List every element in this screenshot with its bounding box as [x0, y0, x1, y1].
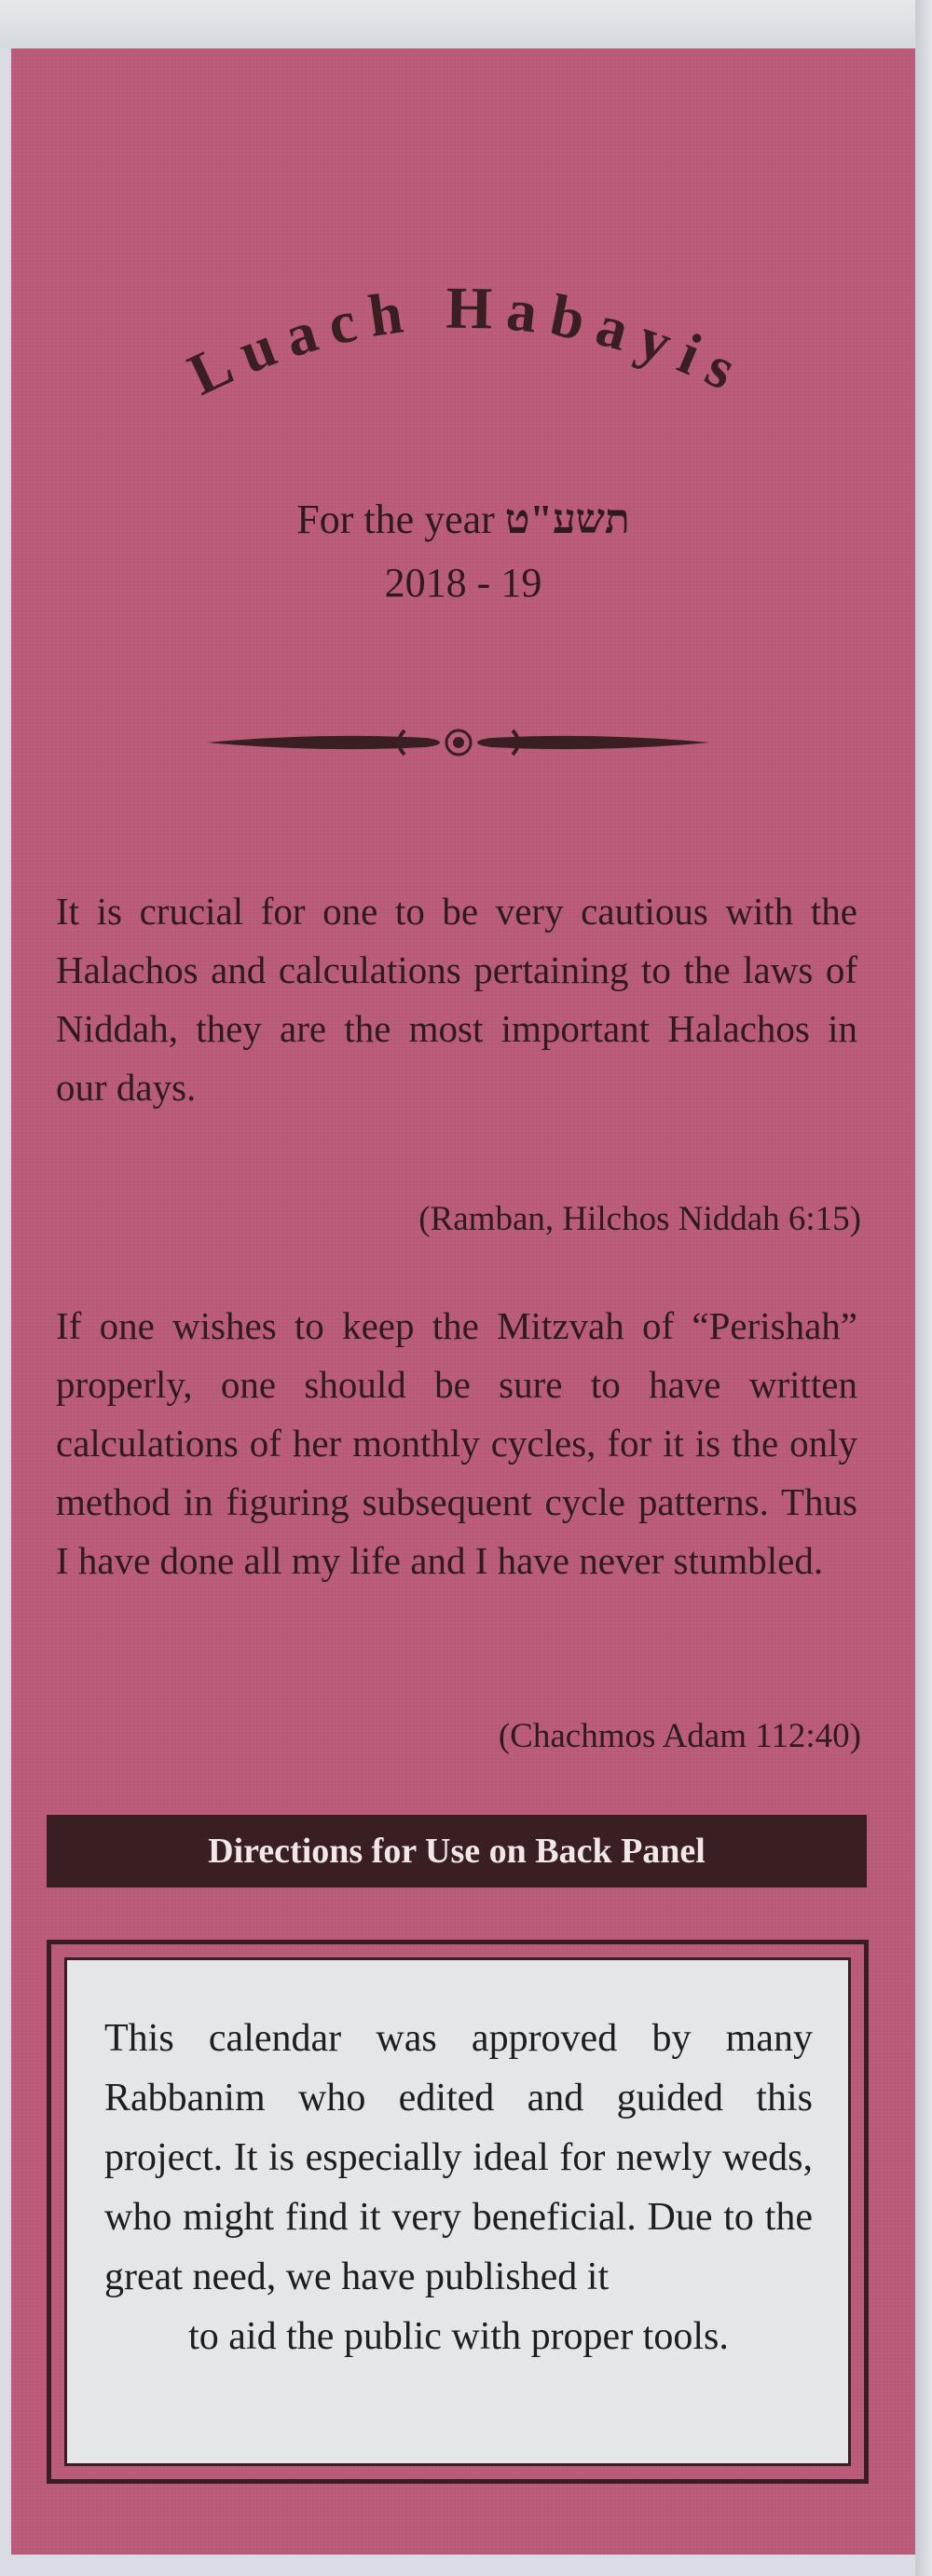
calendar-card	[11, 48, 915, 2555]
approval-box-inner	[64, 1957, 851, 2466]
title-arc	[104, 263, 831, 449]
gregorian-years: 2018 - 19	[384, 560, 542, 606]
approval-box	[47, 1940, 869, 2484]
citation-chachmos-adam: (Chachmos Adam 112:40)	[498, 1717, 861, 1755]
page-title: Luach Habayis	[178, 274, 758, 408]
year-line	[11, 496, 915, 543]
background-right	[915, 0, 932, 2576]
background-top	[0, 0, 932, 48]
approval-last-line: to aid the public with proper tools.	[188, 2315, 729, 2358]
quote-chachmos-adam: If one wishes to keep the Mitzvah of “Perishah” properly, one should be sure to have written calculations of her monthly cycles, for it is the only method in figuring subsequent cycle patterns. Thus I have done all my life and I have never stumbled.	[56, 1304, 857, 1582]
year-label: For the year	[296, 497, 495, 542]
directions-banner: Directions for Use on Back Panel	[47, 1815, 867, 1888]
hebrew-year: תשע"ט	[504, 497, 630, 542]
ornament-divider	[207, 719, 710, 766]
quote-ramban: It is crucial for one to be very cautious with the Halachos and calculations pertaining to the laws of Niddah, they are the most important Halachos in our days.	[56, 890, 857, 1109]
approval-text	[104, 2009, 813, 2366]
approval-body: This calendar was approved by many Rabbanim who edited and guided this project. It is especially ideal for newly weds, who might find it very beneficial. Due to the great need, we have published it	[104, 2017, 813, 2298]
citation-ramban: (Ramban, Hilchos Niddah 6:15)	[418, 1200, 861, 1238]
